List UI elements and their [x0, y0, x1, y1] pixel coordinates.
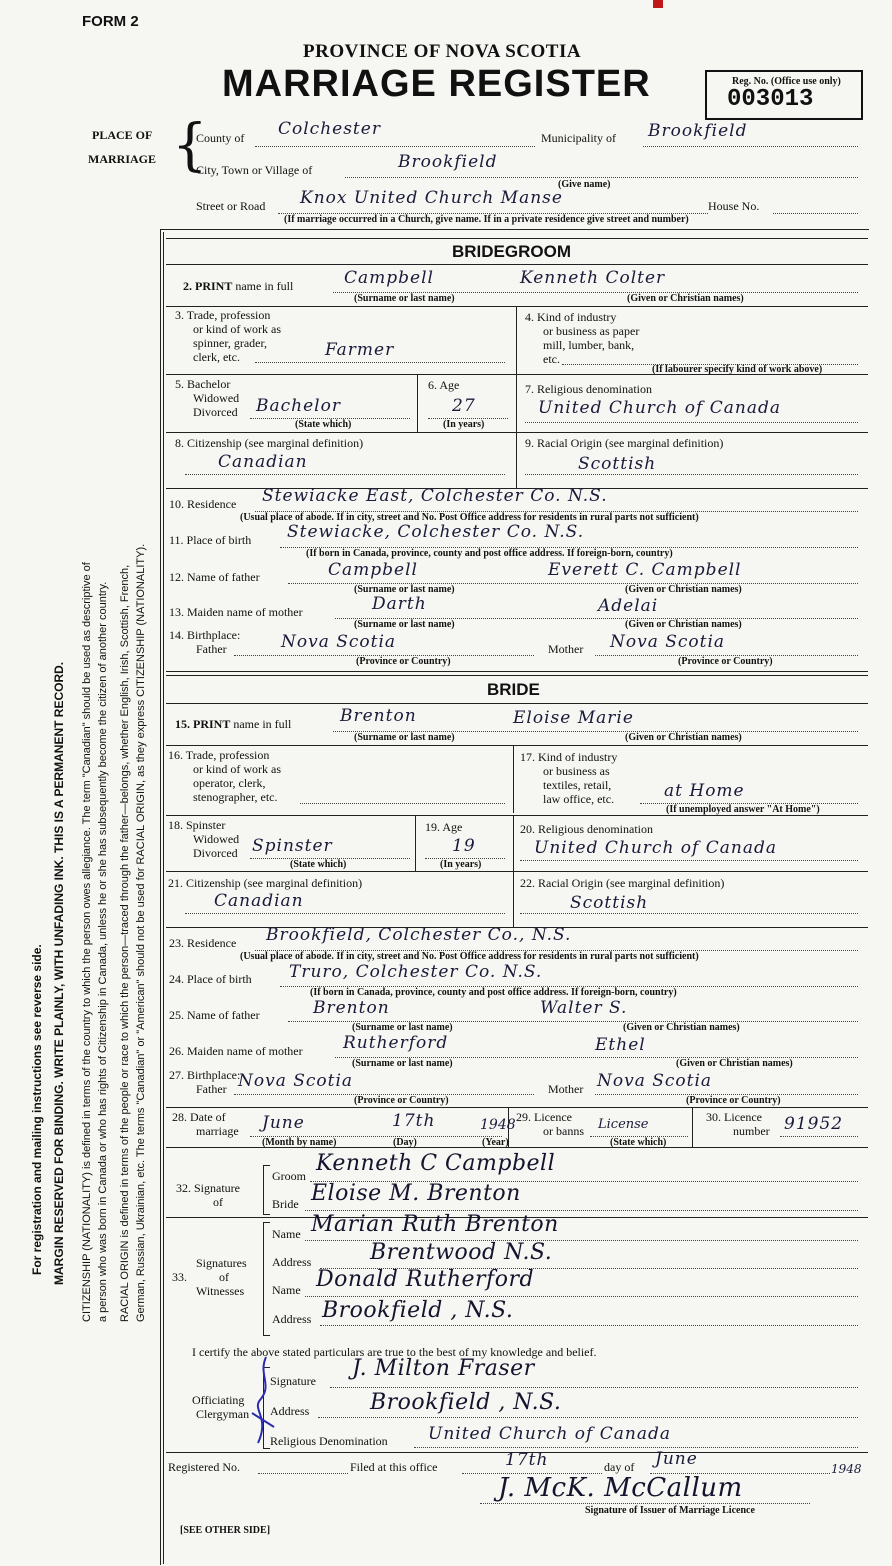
l16c: operator, clerk, — [193, 776, 266, 790]
hint-surname-25: (Surname or last name) — [352, 1022, 453, 1033]
l29b: or banns — [543, 1124, 584, 1138]
l14a: 14. Birthplace: — [169, 628, 241, 642]
w2-name-label: Name — [272, 1283, 301, 1297]
l10: 10. Residence — [169, 497, 237, 511]
bride-father-surname: Brenton — [313, 998, 390, 1018]
form-number: FORM 2 — [82, 13, 139, 30]
bride-religion: United Church of Canada — [534, 838, 777, 858]
bride-mother-given: Ethel — [595, 1035, 646, 1055]
municipality-value: Brookfield — [648, 121, 748, 141]
groom-mother-surname: Darth — [372, 594, 427, 614]
l24: 24. Place of birth — [169, 972, 252, 986]
l29a: 29. Licence — [516, 1110, 572, 1124]
bride-age-hint: (In years) — [440, 859, 482, 870]
margin-definition-1: CITIZENSHIP (NATIONALITY) is defined in terms of the country to which the person owes allegiance. The term "Canadian" should be used as descriptive of — [81, 562, 93, 1322]
l33b: of — [219, 1270, 229, 1284]
issuer-label: Signature of Issuer of Marriage Licence — [585, 1505, 755, 1516]
l11: 11. Place of birth — [169, 533, 252, 547]
filed-month: June — [655, 1449, 698, 1469]
l27a: 27. Birthplace: — [169, 1068, 241, 1082]
groom-given-hint: (Given or Christian names) — [627, 293, 744, 304]
groom-mother-birthplace: Nova Scotia — [610, 632, 726, 652]
l20: 20. Religious denomination — [520, 822, 653, 836]
l16a: 16. Trade, profession — [168, 748, 270, 762]
l16b: or kind of work as — [193, 762, 281, 776]
reg-no-value: 003013 — [727, 86, 814, 113]
l16d: stenographer, etc. — [193, 790, 278, 804]
l30b: number — [733, 1124, 770, 1138]
ink-scribble — [248, 1355, 278, 1445]
clergy-signature-label: Signature — [270, 1374, 316, 1388]
bride-father-birthplace: Nova Scotia — [238, 1071, 354, 1091]
prov-hint-14b: (Province or Country) — [678, 656, 773, 667]
licence-number: 91952 — [784, 1114, 844, 1134]
see-other-side: [SEE OTHER SIDE] — [180, 1525, 271, 1536]
l8: 8. Citizenship (see marginal definition) — [175, 436, 364, 450]
l3b: or kind of work as — [193, 322, 281, 336]
groom-mother-given: Adelai — [598, 596, 659, 616]
l22: 22. Racial Origin (see marginal definition) — [520, 876, 725, 890]
l3d: clerk, etc. — [193, 350, 240, 364]
groom-age-hint: (In years) — [443, 419, 485, 430]
licence-state-hint: (State which) — [610, 1137, 667, 1148]
sig-brace-32 — [263, 1165, 270, 1215]
l26: 26. Maiden name of mother — [169, 1044, 303, 1058]
clergy-signature: J. Milton Fraser — [352, 1356, 535, 1381]
birthplace-hint-24: (If born in Canada, province, county and post office address. If foreign-born, country) — [310, 987, 677, 998]
l25: 25. Name of father — [169, 1008, 260, 1022]
groom-birthplace: Stewiacke, Colchester Co. N.S. — [287, 522, 585, 542]
page-title: MARRIAGE REGISTER — [222, 63, 651, 105]
l33-number: 33. — [172, 1270, 187, 1284]
hint-surname-12: (Surname or last name) — [354, 584, 455, 595]
bride-heading: BRIDE — [487, 680, 540, 699]
year-hint: (Year) — [482, 1137, 509, 1148]
margin-definition-3: RACIAL ORIGIN is defined in terms of the people or race to which the person—traced through the father—belongs, whether English, Irish, Scottish, French, — [119, 564, 131, 1322]
street-value: Knox United Church Manse — [300, 188, 563, 208]
l13: 13. Maiden name of mother — [169, 605, 303, 619]
l4c: mill, lumber, bank, — [543, 338, 635, 352]
street-hint: (If marriage occurred in a Church, give name. If in a private residence give street and number) — [284, 214, 689, 225]
bride-industry: at Home — [664, 781, 745, 801]
l4b: or business as paper — [543, 324, 640, 338]
marriage-month: June — [262, 1113, 305, 1133]
bride-sig-label: Bride — [272, 1197, 299, 1211]
bride-mother-birthplace: Nova Scotia — [597, 1071, 713, 1091]
l27-mother: Mother — [548, 1082, 584, 1096]
l4a: 4. Kind of industry — [525, 310, 617, 324]
bride-mother-surname: Rutherford — [343, 1033, 449, 1053]
clergy-address-label: Address — [270, 1404, 310, 1418]
hint-surname-13: (Surname or last name) — [354, 619, 455, 630]
groom-father-given: Everett C. Campbell — [548, 560, 742, 580]
l19: 19. Age — [425, 820, 463, 834]
groom-father-birthplace: Nova Scotia — [281, 632, 397, 652]
bride-surname: Brenton — [340, 706, 417, 726]
hint-given-12: (Given or Christian names) — [625, 584, 742, 595]
margin-instructions: For registration and mailing instructions see reverse side. — [30, 944, 44, 1275]
l5b: Widowed — [193, 391, 240, 405]
groom-religion: United Church of Canada — [538, 398, 781, 418]
l28a: 28. Date of — [172, 1110, 226, 1124]
groom-name-label: 2. PRINT name in full — [183, 279, 294, 293]
l7: 7. Religious denomination — [525, 382, 652, 396]
clergy-rel-label: Religious Denomination — [270, 1434, 388, 1448]
off-b: Clergyman — [196, 1407, 250, 1421]
county-label: County of — [196, 131, 245, 145]
county-value: Colchester — [278, 119, 381, 139]
house-no-label: House No. — [708, 199, 760, 213]
bridegroom-heading: BRIDEGROOM — [452, 242, 571, 261]
province-heading: PROVINCE OF NOVA SCOTIA — [303, 41, 582, 62]
red-mark — [653, 0, 663, 8]
l18b: Widowed — [193, 832, 240, 846]
bride-residence: Brookfield, Colchester Co., N.S. — [266, 925, 572, 945]
hint-given-15: (Given or Christian names) — [625, 732, 742, 743]
city-value: Brookfield — [398, 152, 498, 172]
residence-hint: (Usual place of abode. If in city, street and No. Post Office address for residents in rural parts not sufficient) — [240, 512, 699, 523]
l27b: Father — [196, 1082, 227, 1096]
certification: I certify the above stated particulars are true to the best of my knowledge and belief. — [192, 1345, 597, 1359]
hint-surname-26: (Surname or last name) — [352, 1058, 453, 1069]
hint-surname-15: (Surname or last name) — [354, 732, 455, 743]
reg-no-box — [705, 70, 863, 120]
groom-residence: Stewiacke East, Colchester Co. N.S. — [262, 486, 608, 506]
day-hint: (Day) — [393, 1137, 417, 1148]
bride-age: 19 — [452, 836, 476, 856]
l23: 23. Residence — [169, 936, 237, 950]
groom-citizenship: Canadian — [218, 452, 308, 472]
brace: { — [172, 113, 208, 178]
groom-surname: Campbell — [344, 268, 434, 288]
clergy-religion: United Church of Canada — [428, 1424, 671, 1444]
l14b: Father — [196, 642, 227, 656]
residence-hint-23: (Usual place of abode. If in city, street and No. Post Office address for residents in rural parts not sufficient) — [240, 951, 699, 962]
l33a: Signatures — [196, 1256, 247, 1270]
l12: 12. Name of father — [169, 570, 260, 584]
l33c: Witnesses — [196, 1284, 245, 1298]
l17b: or business as — [543, 764, 610, 778]
bride-signature: Eloise M. Brenton — [311, 1181, 521, 1206]
witness1-name: Marian Ruth Brenton — [311, 1212, 559, 1237]
filed-day: 17th — [505, 1450, 549, 1470]
witness1-address: Brentwood N.S. — [370, 1240, 553, 1265]
hint-given-13: (Given or Christian names) — [625, 619, 742, 630]
witness2-name: Donald Rutherford — [316, 1267, 535, 1292]
w2-address-label: Address — [272, 1312, 312, 1326]
bride-father-given: Walter S. — [540, 998, 628, 1018]
day-of-label: day of — [604, 1460, 635, 1474]
margin-binding-notice: MARGIN RESERVED FOR BINDING. WRITE PLAINLY, WITH UNFADING INK. THIS IS A PERMANENT RECORD. — [52, 661, 66, 1285]
reg-no-label: Reg. No. (Office use only) — [732, 76, 841, 87]
l21: 21. Citizenship (see marginal definition) — [168, 876, 363, 890]
margin-definition-4: German, Russian, Ukrainian, etc. The terms "Canadian" or "American" should not be used for RACIAL ORIGIN, as they express CITIZENSHIP (NATIONALITY). — [135, 543, 147, 1322]
bride-birthplace: Truro, Colchester Co. N.S. — [289, 962, 543, 982]
hint-given-26: (Given or Christian names) — [676, 1058, 793, 1069]
l17a: 17. Kind of industry — [520, 750, 618, 764]
groom-sig-label: Groom — [272, 1169, 306, 1183]
groom-given: Kenneth Colter — [520, 268, 666, 288]
filed-label: Filed at this office — [350, 1460, 438, 1474]
place-of-label: PLACE OF — [92, 128, 153, 142]
filed-year: 1948 — [831, 1462, 862, 1476]
l9: 9. Racial Origin (see marginal definition) — [525, 436, 724, 450]
sig-brace-33 — [263, 1222, 270, 1336]
hint-given-25: (Given or Christian names) — [623, 1022, 740, 1033]
l17d: law office, etc. — [543, 792, 615, 806]
groom-father-surname: Campbell — [328, 560, 418, 580]
l18c: Divorced — [193, 846, 238, 860]
bride-given: Eloise Marie — [513, 708, 634, 728]
prov-hint-27b: (Province or Country) — [686, 1095, 781, 1106]
witness2-address: Brookfield , N.S. — [322, 1298, 514, 1323]
month-hint: (Month by name) — [262, 1137, 337, 1148]
prov-hint-27a: (Province or Country) — [354, 1095, 449, 1106]
marriage-year: 1948 — [480, 1117, 516, 1133]
bride-citizenship: Canadian — [214, 891, 304, 911]
birthplace-hint: (If born in Canada, province, county and post office address. If foreign-born, country) — [306, 548, 673, 559]
street-label: Street or Road — [196, 199, 266, 213]
licence-type: License — [598, 1117, 649, 1132]
groom-state-hint: (State which) — [295, 419, 352, 430]
l14-mother: Mother — [548, 642, 584, 656]
l32b: of — [213, 1195, 223, 1209]
issuer-signature: J. McK. McCallum — [498, 1473, 743, 1503]
l6: 6. Age — [428, 378, 460, 392]
groom-age: 27 — [452, 396, 476, 416]
l3c: spinner, grader, — [193, 336, 268, 350]
bride-state-hint: (State which) — [290, 859, 347, 870]
l17c: textiles, retail, — [543, 778, 612, 792]
bride-racial: Scottish — [570, 893, 649, 913]
l18a: 18. Spinster — [168, 818, 226, 832]
l30a: 30. Licence — [706, 1110, 762, 1124]
l28b: marriage — [196, 1124, 239, 1138]
give-name-hint: (Give name) — [558, 179, 611, 190]
l5a: 5. Bachelor — [175, 377, 231, 391]
margin-definition-2: a person who was born in Canada or who has rights of Citizenship in Canada, unless he or she has subsequently become the citizen of another country. — [97, 581, 109, 1322]
marriage-label: MARRIAGE — [88, 152, 156, 166]
prov-hint-14a: (Province or Country) — [356, 656, 451, 667]
l4d: etc. — [543, 352, 560, 366]
city-label: City, Town or Village of — [196, 163, 313, 177]
groom-signature: Kenneth C Campbell — [316, 1151, 556, 1176]
registered-label: Registered No. — [168, 1460, 240, 1474]
bride-industry-hint: (If unemployed answer "At Home") — [666, 804, 820, 815]
l5c: Divorced — [193, 405, 238, 419]
groom-trade: Farmer — [325, 340, 395, 360]
off-a: Officiating — [192, 1393, 245, 1407]
bride-name-label: 15. PRINT name in full — [175, 717, 292, 731]
groom-industry-hint: (If labourer specify kind of work above) — [652, 364, 823, 375]
marriage-day: 17th — [392, 1111, 436, 1131]
groom-status: Bachelor — [256, 396, 341, 416]
bride-status: Spinster — [252, 836, 333, 856]
groom-racial: Scottish — [578, 454, 657, 474]
l32a: 32. Signature — [176, 1181, 240, 1195]
municipality-label: Municipality of — [541, 131, 616, 145]
groom-surname-hint: (Surname or last name) — [354, 293, 455, 304]
l3a: 3. Trade, profession — [175, 308, 271, 322]
clergy-address: Brookfield , N.S. — [370, 1390, 562, 1415]
w1-address-label: Address — [272, 1255, 312, 1269]
w1-name-label: Name — [272, 1227, 301, 1241]
